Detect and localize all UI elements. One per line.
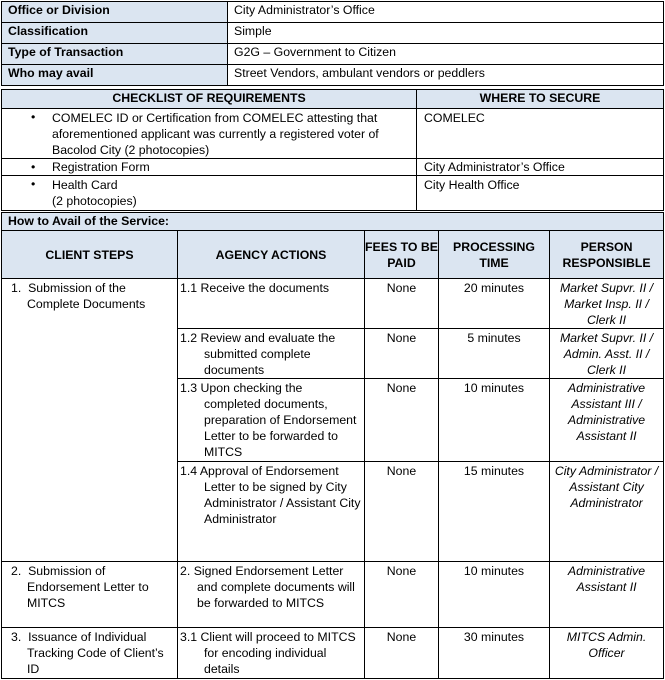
action-text: Client will proceed to MITCS for encoding individual details [200,630,356,676]
person-responsible-header: PERSON RESPONSIBLE [550,231,664,279]
person-responsible-cell: Administrative Assistant II [550,562,664,628]
service-steps-table [1,212,664,679]
fee-cell: None [365,462,439,562]
service-title: How to Avail of the Service: [2,213,664,231]
person-responsible-cell: Administrative Assistant III / Administrative Assistant II [550,379,664,462]
requirement-text: COMELEC ID or Certification from COMELEC attesting that aforementioned applicant was currently a registered voter of Bacolod City (2 photocopies) [52,111,379,157]
step-text: Submission of Endorsement Letter to MITCS [27,564,149,610]
office-info-table [1,1,664,86]
action-text: Signed Endorsement Letter and complete documents will be forwarded to MITCS [193,564,355,610]
agency-action [178,562,365,628]
service-title-row [2,213,664,231]
action-number: 1.2 [180,331,198,345]
action-number: 1.4 [180,464,198,478]
table-row [2,562,664,628]
requirement-item [2,159,417,176]
processing-time-cell: 15 minutes [439,462,550,562]
service-header-row [2,231,664,279]
action-text: Receive the documents [200,281,330,295]
bullet-icon: • [31,160,36,174]
agency-action [178,279,365,329]
fee-cell: None [365,279,439,329]
action-number: 2. [180,564,191,578]
agency-action [178,379,365,462]
fee-cell: None [365,329,439,379]
person-responsible-cell: City Administrator / Assistant City Administrator [550,462,664,562]
requirement-text: Registration Form [52,160,150,174]
agency-action [178,628,365,679]
action-number: 1.1 [180,281,198,295]
requirement-source: City Health Office [417,176,664,211]
requirement-text: Health Card [52,178,118,192]
processing-time-cell: 20 minutes [439,279,550,329]
requirement-source: City Administrator’s Office [417,159,664,176]
info-label: Who may avail [2,65,228,86]
requirements-header-row [2,90,664,109]
processing-time-cell: 10 minutes [439,379,550,462]
fees-header: FEES TO BE PAID [365,231,439,279]
processing-time-cell: 30 minutes [439,628,550,679]
action-number: 1.3 [180,381,198,395]
processing-time-cell: 5 minutes [439,329,550,379]
requirement-source: COMELEC [417,109,664,159]
info-value: G2G – Government to Citizen [228,44,664,65]
fee-cell: None [365,562,439,628]
processing-time-cell: 10 minutes [439,562,550,628]
action-text: Approval of Endorsement Letter to be signed by City Administrator / Assistant City Administrator [199,464,361,526]
table-row [2,279,664,329]
client-step [2,628,178,679]
person-responsible-cell: Market Supvr. II / Market Insp. II / Clerk II [550,279,664,329]
requirement-row [2,109,664,159]
person-responsible-cell: Market Supvr. II / Admin. Asst. II / Clerk II [550,329,664,379]
action-text: Upon checking the completed documents, preparation of Endorsement Letter to be forwarded to MITCS [200,381,357,459]
info-label: Type of Transaction [2,44,228,65]
info-row [2,2,664,23]
info-value: City Administrator’s Office [228,2,664,23]
info-value: Street Vendors, ambulant vendors or peddlers [228,65,664,86]
checklist-header: CHECKLIST OF REQUIREMENTS [2,90,417,109]
bullet-icon: • [31,177,36,191]
requirement-row [2,159,664,176]
info-row [2,44,664,65]
step-number: 1. [11,281,22,295]
requirements-table [1,89,664,211]
fee-cell: None [365,379,439,462]
info-value: Simple [228,23,664,44]
step-number: 3. [11,630,22,644]
info-row [2,23,664,44]
client-step [2,562,178,628]
info-row [2,65,664,86]
client-step [2,279,178,562]
requirement-row [2,176,664,211]
agency-action [178,462,365,562]
step-number: 2. [11,564,22,578]
agency-actions-header: AGENCY ACTIONS [178,231,365,279]
requirement-item [2,176,417,211]
action-number: 3.1 [180,630,198,644]
step-text: Submission of the Complete Documents [27,281,146,311]
requirement-text: (2 photocopies) [52,194,137,208]
processing-time-header: PROCESSING TIME [439,231,550,279]
person-responsible-cell: MITCS Admin. Officer [550,628,664,679]
where-to-secure-header: WHERE TO SECURE [417,90,664,109]
table-row [2,628,664,679]
action-text: Review and evaluate the submitted complete documents [200,331,336,377]
step-text: Issuance of Individual Tracking Code of Client’s ID [27,630,164,676]
requirement-item [2,109,417,159]
info-label: Office or Division [2,2,228,23]
client-steps-header: CLIENT STEPS [2,231,178,279]
agency-action [178,329,365,379]
info-label: Classification [2,23,228,44]
bullet-icon: • [31,110,36,124]
fee-cell: None [365,628,439,679]
